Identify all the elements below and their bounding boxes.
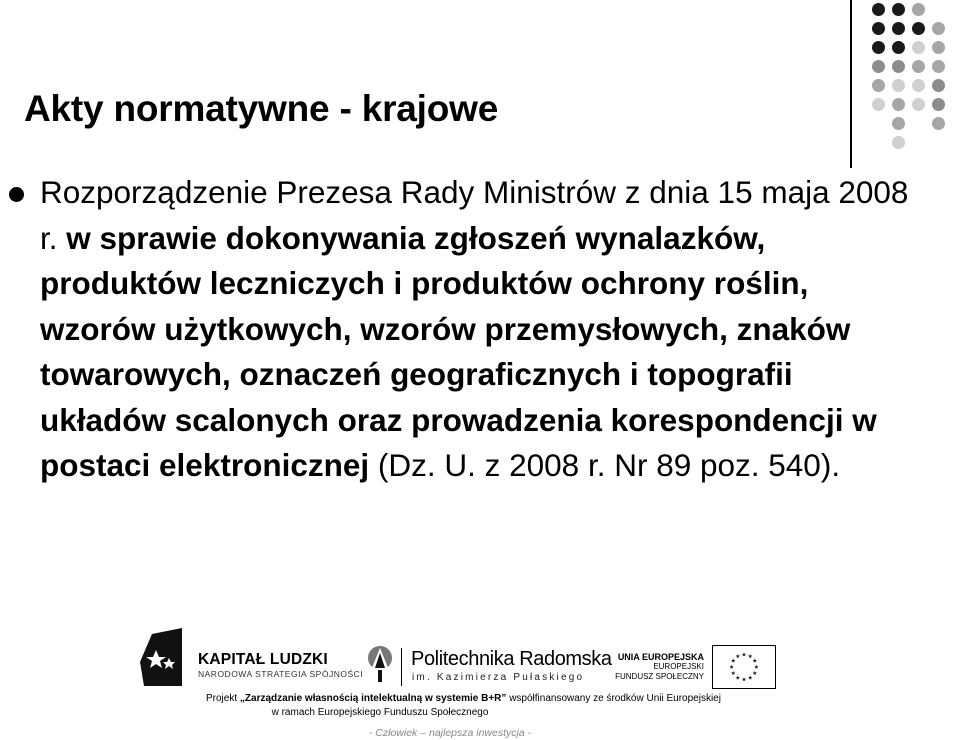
kapital-ludzki-title: KAPITAŁ LUDZKI bbox=[198, 651, 328, 668]
kapital-ludzki-subtitle: NARODOWA STRATEGIA SPÓJNOŚCI bbox=[198, 669, 364, 679]
slide-title: Akty normatywne - krajowe bbox=[24, 88, 499, 129]
project-funding-line2: w ramach Europejskiego Funduszu Społecznego bbox=[271, 707, 489, 718]
decorative-dot bbox=[872, 22, 885, 35]
eu-flag-star bbox=[742, 677, 746, 681]
eu-flag-star bbox=[748, 654, 752, 658]
eu-flag-icon bbox=[712, 645, 776, 689]
decorative-dot bbox=[892, 60, 905, 73]
decorative-dot bbox=[932, 79, 945, 92]
bullet-point-icon bbox=[9, 187, 24, 202]
regulation-subject: w sprawie dokonywania zgłoszeń wynalazków, produktów leczniczych i produktów ochrony roślin, wzorów użytkowych, wzorów przemysłowych, znaków towarowych, oznaczeń geograficznych i topografii układów scalonych oraz prowadzenia korespondencji w postaci elektronicznej bbox=[40, 219, 877, 483]
logo-divider bbox=[401, 648, 402, 686]
eu-logo-text bbox=[612, 652, 704, 682]
eu-fund-label-2: FUNDUSZ SPOŁECZNY bbox=[615, 672, 704, 681]
decorative-dot bbox=[912, 3, 925, 16]
decorative-dot bbox=[932, 41, 945, 54]
eu-flag-star bbox=[731, 659, 735, 663]
decorative-dot bbox=[892, 3, 905, 16]
eu-union-label: UNIA EUROPEJSKA bbox=[617, 652, 704, 662]
decorative-vertical-line bbox=[850, 0, 852, 168]
motto: - Człowiek – najlepsza inwestycja - bbox=[368, 727, 532, 739]
politechnika-patron: im. Kazimierza Pułaskiego bbox=[412, 672, 585, 683]
kapital-ludzki-logo-icon bbox=[138, 628, 186, 688]
decorative-dot bbox=[932, 22, 945, 35]
eu-flag-star bbox=[753, 671, 757, 675]
decorative-dot bbox=[892, 117, 905, 130]
project-name: „Zarządzanie własnością intelektualną w systemie B+R” bbox=[239, 693, 507, 704]
regulation-name: Rozporządzenie Prezesa Rady Ministrów z dnia 15 maja 2008 r. bbox=[40, 174, 909, 256]
decorative-dot bbox=[872, 3, 885, 16]
decorative-dot bbox=[912, 98, 925, 111]
decorative-dot bbox=[912, 41, 925, 54]
politechnika-radomska-logo-icon bbox=[365, 644, 395, 684]
eu-flag-star bbox=[753, 659, 757, 663]
eu-flag-star bbox=[736, 675, 740, 679]
eu-flag-star bbox=[731, 671, 735, 675]
decorative-dot bbox=[892, 41, 905, 54]
politechnika-name: Politechnika Radomska bbox=[411, 648, 612, 670]
decorative-dot bbox=[892, 22, 905, 35]
eu-flag-star bbox=[754, 665, 758, 669]
decorative-dot bbox=[872, 98, 885, 111]
eu-flag-star bbox=[742, 652, 746, 656]
decorative-dot bbox=[932, 60, 945, 73]
project-info-line bbox=[206, 693, 746, 704]
decorative-dot bbox=[912, 60, 925, 73]
decorative-dot bbox=[932, 98, 945, 111]
decorative-dot bbox=[872, 41, 885, 54]
eu-flag-star bbox=[748, 675, 752, 679]
project-funding: współfinansowany ze środków Unii Europejskiej bbox=[509, 693, 721, 704]
decorative-dot bbox=[872, 60, 885, 73]
decorative-dot bbox=[892, 79, 905, 92]
decorative-dot bbox=[912, 79, 925, 92]
eu-flag-star bbox=[729, 665, 733, 669]
decorative-dot bbox=[872, 79, 885, 92]
eu-flag-star bbox=[736, 654, 740, 658]
bullet-text bbox=[40, 170, 920, 489]
decorative-dot-grid bbox=[872, 0, 960, 160]
project-prefix: Projekt bbox=[206, 693, 238, 704]
regulation-citation: (Dz. U. z 2008 r. Nr 89 poz. 540). bbox=[377, 447, 841, 483]
decorative-dot bbox=[912, 22, 925, 35]
decorative-dot bbox=[892, 136, 905, 149]
eu-fund-label-1: EUROPEJSKI bbox=[653, 662, 704, 671]
decorative-dot bbox=[892, 98, 905, 111]
decorative-dot bbox=[932, 117, 945, 130]
